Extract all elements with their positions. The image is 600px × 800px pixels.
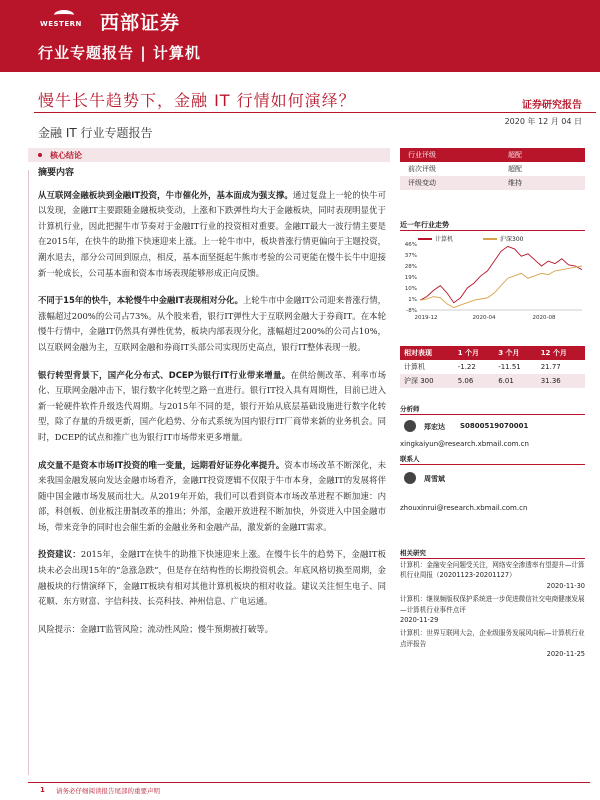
core-conclusion-label: 核心结论 — [50, 151, 82, 160]
rating-key: 评级变动 — [408, 179, 436, 187]
trend-title: 近一年行业走势 — [400, 221, 449, 229]
page-title: 慢牛长牛趋势下，金融 IT 行情如何演绎？ — [38, 91, 356, 110]
paragraph — [38, 293, 386, 355]
y-tick-label: 46% — [404, 242, 417, 248]
avatar-icon — [404, 472, 416, 484]
analyst-name: 郑宏达 — [424, 423, 445, 431]
table-cell: -1.22 — [457, 363, 476, 371]
y-tick-label: 37% — [404, 253, 417, 259]
paragraph — [38, 622, 386, 638]
analyst-label: 分析师 — [400, 405, 420, 413]
paragraph — [38, 188, 386, 282]
report-type: 行业专题报告 | 计算机 — [38, 44, 201, 62]
y-tick-label: -8% — [406, 308, 417, 314]
series-line-hs300 — [420, 266, 582, 308]
list-item[interactable] — [400, 594, 585, 625]
table-header: 1 个月 — [454, 346, 494, 360]
rating-key: 前次评级 — [408, 165, 436, 173]
table-cell: 5.06 — [454, 374, 494, 388]
main-body — [38, 166, 386, 649]
research-title: 计算机：金融安全问题受关注，网络安全渗透率有望提升—计算机行业周报（20201123-20201127） — [400, 561, 585, 580]
rating-row — [400, 162, 585, 176]
rating-box — [400, 148, 585, 190]
western-logo-icon — [40, 10, 88, 30]
table-row — [400, 360, 585, 374]
rating-value: 超配 — [508, 151, 522, 159]
paragraph — [38, 547, 386, 609]
page-number: 1 — [40, 786, 45, 794]
list-item[interactable] — [400, 560, 585, 591]
rating-value: 维持 — [508, 179, 522, 187]
report-label: 证券研究报告 — [522, 100, 582, 111]
paragraph-lead: 银行转型背景下，国产化分布式、DCEP为银行IT行业带来增量。 — [38, 369, 291, 380]
paragraph-text: 上轮牛市中金融IT公司迎来普涨行情，涨幅超过200%的公司占73%。从个股来看，银行IT弹性大于互联网金融大于券商IT。在本轮慢牛行情中，金融IT仍然具有弹性优势，板块内部表现分化，涨幅超过200%的公司占10%，以互联网金融为主，互联网金融和券商IT头部公司实现历史高点，银行IT整体表现一般。 — [38, 295, 386, 352]
paragraph — [38, 368, 386, 446]
table-header-row — [400, 346, 585, 360]
x-tick-label: 2020-08 — [532, 315, 556, 321]
legend-item: 计算机 — [418, 234, 453, 243]
research-divider — [400, 558, 585, 559]
legend-item: 沪深300 — [483, 234, 523, 243]
paragraph — [38, 458, 386, 536]
paragraph-text: 2015年，金融IT在快牛的助推下快速迎来上涨。在慢牛长牛的趋势下，金融IT板块未必会出现15年的“急涨急跌”，但是存在结构性的长期投资机会。年底风格切换至周期，金融板块的行情演绎下，金融IT板块有相对其他计算机板块的相对收益。建议关注恒生电子、同花顺、东方财富、宇信科技、长亮科技、神州信息、广电运通。 — [38, 549, 387, 607]
footer-divider — [28, 782, 590, 783]
analyst-divider — [400, 414, 585, 415]
table-cell: 6.01 — [494, 374, 537, 388]
research-label: 相关研究 — [400, 549, 426, 557]
avatar-icon — [404, 420, 416, 432]
table-cell: 21.77 — [540, 363, 561, 371]
y-tick-label: 10% — [404, 286, 417, 292]
research-date: 2020-11-29 — [400, 616, 439, 625]
rating-key: 行业评级 — [408, 151, 436, 159]
research-title: 计算机：继视频版权保护系统进一步促进微信社交电商健康发展—计算机行业事件点评 — [400, 595, 585, 614]
contact-email[interactable]: zhouxinrui@research.xbmail.com.cn — [400, 504, 528, 512]
performance-table — [400, 346, 585, 388]
bullet-icon — [38, 153, 42, 157]
analyst-email[interactable]: xingkaiyun@research.xbmail.com.cn — [400, 440, 529, 448]
paragraph-lead: 投资建议： — [38, 549, 81, 560]
table-row — [400, 374, 585, 388]
list-item[interactable] — [400, 628, 585, 659]
core-conclusion-bar — [28, 148, 390, 162]
table-cell: 计算机 — [404, 363, 425, 371]
analyst-cert: S0800519070001 — [460, 422, 529, 430]
contact-label: 联系人 — [400, 455, 420, 463]
table-cell: 31.36 — [537, 374, 585, 388]
table-header: 相对表现 — [400, 346, 454, 360]
rating-value: 超配 — [508, 165, 522, 173]
contact-name: 周雪斌 — [424, 475, 445, 483]
footer-note: 请务必仔细阅读报告尾部的重要声明 — [56, 787, 160, 795]
contact-divider — [400, 464, 585, 465]
logo-cn: 西部证券 — [100, 12, 181, 34]
title-divider — [34, 112, 596, 113]
series-line-computer — [420, 246, 582, 302]
trend-divider — [400, 230, 585, 231]
table-header: 12 个月 — [537, 346, 585, 360]
y-tick-label: 28% — [404, 264, 417, 270]
paragraph-text: 通过复盘上一轮的快牛可以发现，金融IT主要跟随金融板块变动，上涨和下跌弹性均大于金融板块，同时表现明显优于计算机行业，因此把握牛市节奏对于金融IT行业的投资相对重要。金融IT最大一波行情主要是在2015年，在快牛的助推下快速迎来上涨。上一轮牛市中，板块普涨行情更偏向于主题投资，潮水退去，部分公司回到原点，相反，基本面坚挺起牛熊市考验的公司更能在慢牛长牛中迎接新一轮成长，公司基本面和资本市场表现能够形成正向反馈。 — [38, 189, 387, 278]
paragraph-lead: 成交量不是资本市场IT投资的唯一变量，远期看好证券化率提升。 — [38, 459, 285, 470]
abstract-label: 摘要内容 — [38, 168, 75, 178]
logo-en: WESTERN — [40, 20, 82, 28]
paragraph-lead: 从互联网金融板块到金融IT投资，牛市催化外，基本面成为强支撑。 — [38, 189, 293, 200]
research-title: 计算机：世界互联网大会，企业级服务发展风向标—计算机行业点评报告 — [400, 629, 585, 648]
paragraph-lead: 不同于15年的快牛，本轮慢牛中金融IT表现相对分化。 — [38, 295, 243, 306]
header-bar — [0, 0, 600, 72]
y-tick-label: 19% — [404, 275, 417, 281]
risk-text: 风险提示：金融IT监管风险；流动性风险；慢牛预期被打破等。 — [38, 623, 274, 634]
table-cell: -11.51 — [498, 363, 521, 371]
page-subtitle: 金融 IT 行业专题报告 — [38, 126, 153, 140]
y-tick-label: 1% — [408, 297, 417, 303]
research-date: 2020-11-25 — [546, 650, 585, 659]
rating-row — [400, 148, 585, 162]
table-cell: 沪深 300 — [400, 374, 454, 388]
research-list — [400, 560, 585, 663]
x-tick-label: 2019-12 — [414, 315, 438, 321]
rating-row — [400, 176, 585, 190]
x-tick-label: 2020-04 — [472, 315, 496, 321]
research-date: 2020-11-30 — [546, 581, 585, 590]
paragraph-text: 在供给侧改革、利率市场化、互联网金融冲击下，银行数字化转型之路一直进行。银行IT投入具有周期性，目前已进入新一轮硬件软件升级迭代周期。与2015年不同的是，银行开始从底层基础设施进行数字化转型，除了存量的升级更新，国产化趋势、分布式系统为国内银行IT厂商带来新的业务机会。同时，DCEP的试点和推广也为银行IT市场带来更多增量。 — [38, 369, 386, 442]
trend-chart — [398, 238, 586, 328]
left-divider — [28, 170, 29, 775]
paragraph-text: 资本市场改革不断深化，未来我国金融发展向发达金融市场看齐，金融IT投资逻辑不仅限于牛市本身，金融IT的发展将伴随中国金融市场发展而壮大。从2019年开始，我们可以看到资本市场改革进程不断加速：内部，科创板、创业板注册制改革的推出；外部，金融开放进程不断加快，外资进入中国金融市场，带来竞争的同时也会催生新的金融业务和金融产品，激发新的金融IT需求。 — [38, 459, 387, 532]
table-header: 3 个月 — [494, 346, 537, 360]
report-date: 2020 年 12 月 04 日 — [504, 117, 582, 126]
